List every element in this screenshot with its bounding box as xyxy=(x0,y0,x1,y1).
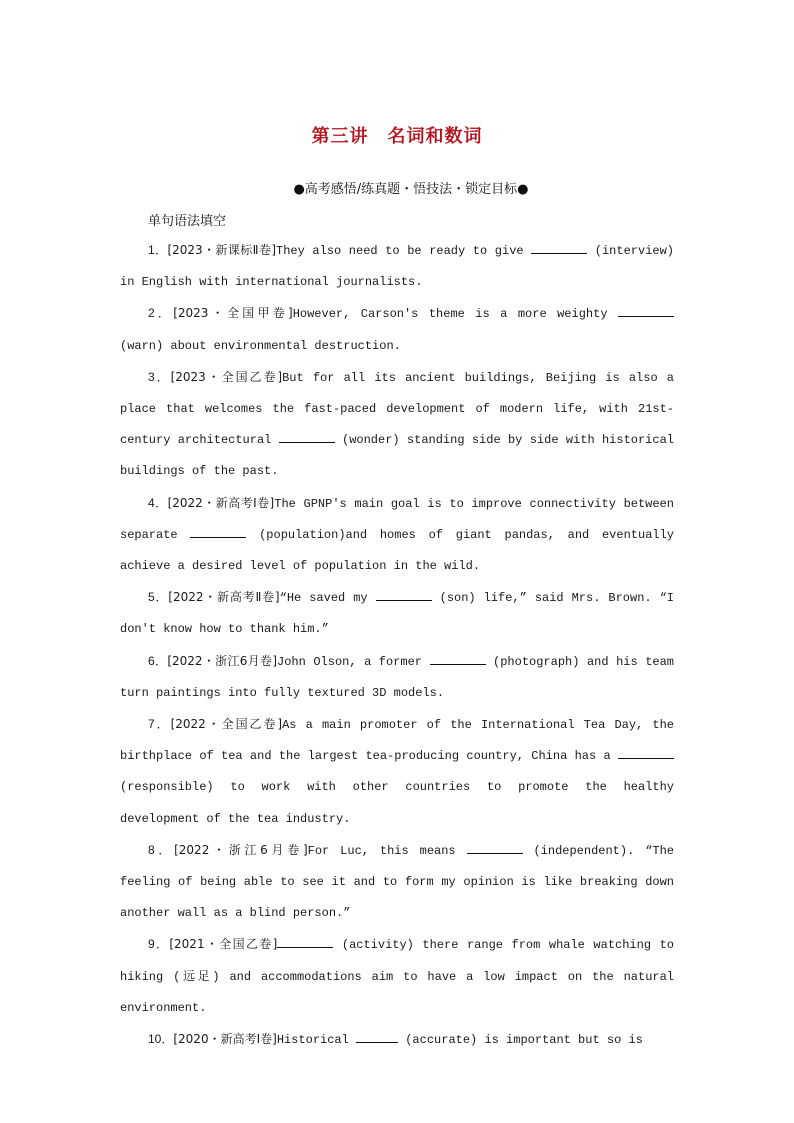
answer-blank[interactable] xyxy=(376,590,432,601)
question-text-before: But for all its ancient buildings, Beijing is also a place that welcomes the fast-paced development of modern life, with 21st-century architectural xyxy=(120,370,674,448)
question-text-after: (wonder) standing side by side with historical buildings of the past. xyxy=(120,433,674,479)
answer-blank[interactable] xyxy=(277,937,333,948)
question-number: 5． xyxy=(148,590,169,605)
question-source: [2023・全国甲卷] xyxy=(173,306,293,321)
question-text-before: The GPNP's main goal is to improve connectivity between separate xyxy=(120,496,674,542)
question-item xyxy=(120,646,674,709)
question-number: 10． xyxy=(148,1032,174,1047)
question-text-before: As a main promoter of the International Tea Day, the birthplace of tea and the largest tea-producing country, China has a xyxy=(120,718,674,764)
question-source: [2022・全国乙卷] xyxy=(170,717,283,732)
question-source: [2020・新高考Ⅰ卷] xyxy=(173,1032,277,1047)
question-source: [2022・新高考Ⅰ卷] xyxy=(167,495,275,510)
question-item xyxy=(120,488,674,583)
question-item xyxy=(120,1024,674,1056)
question-number: 3． xyxy=(148,369,171,384)
answer-blank[interactable] xyxy=(467,843,523,854)
question-text-before: They also need to be ready to give xyxy=(276,244,532,258)
question-text-after: (responsible) to work with other countries to promote the healthy development of the tea industry. xyxy=(120,780,674,826)
question-list xyxy=(120,235,674,1056)
question-text-before: John Olson, a former xyxy=(277,654,430,669)
question-text-before: Historical xyxy=(276,1033,357,1048)
question-text-after: (son) life,” said Mrs. Brown. “I don't know how to thank him.” xyxy=(120,591,675,637)
question-item xyxy=(120,235,674,298)
question-text-after: (accurate) is important but so is xyxy=(398,1033,643,1048)
question-text-before: “He saved my xyxy=(279,591,376,606)
question-number: 7． xyxy=(148,717,171,732)
question-number: 9． xyxy=(148,937,170,952)
question-text-after: (population)and homes of giant pandas, and eventually achieve a desired level of population in the wild. xyxy=(120,527,674,574)
section-heading: 单句语法填空 xyxy=(148,214,227,229)
answer-blank[interactable] xyxy=(618,306,674,317)
page-title: 第三讲 名词和数词 xyxy=(311,126,483,147)
answer-blank[interactable] xyxy=(356,1032,398,1043)
question-source: [2022・浙江6月卷] xyxy=(167,653,278,668)
answer-blank[interactable] xyxy=(279,432,335,443)
answer-blank[interactable] xyxy=(618,748,674,759)
question-source: [2023・全国乙卷] xyxy=(170,369,283,384)
question-number: 8． xyxy=(148,842,175,857)
question-source: [2022・新高考Ⅱ卷] xyxy=(168,590,280,605)
section-banner: ●高考感悟/练真题・悟技法・锁定目标● xyxy=(293,182,529,197)
question-item xyxy=(120,582,674,645)
question-text-before: However, Carson's theme is a more weighty xyxy=(292,307,618,322)
question-item xyxy=(120,835,674,930)
question-source: [2022・浙江6月卷] xyxy=(174,842,308,857)
question-number: 2． xyxy=(148,306,174,321)
answer-blank[interactable] xyxy=(190,527,246,538)
question-number: 4． xyxy=(148,495,168,510)
question-text-after: (independent). “The feeling of being able to see it and to form my opinion is like breaking down another wall as a blind person.” xyxy=(120,843,674,921)
question-item xyxy=(120,362,674,488)
question-text-after: (activity) there range from whale watching to hiking (远足) and accommodations aim to have a low impact on the natural environment. xyxy=(120,938,674,1015)
answer-blank[interactable] xyxy=(430,654,486,665)
answer-blank[interactable] xyxy=(531,243,587,254)
question-text-after: (photograph) and his team turn paintings into fully textured 3D models. xyxy=(120,654,674,700)
question-text-after: (warn) about environmental destruction. xyxy=(120,338,401,353)
question-text-after: (interview) in English with international journalists. xyxy=(120,244,674,290)
question-number: 1． xyxy=(148,243,168,257)
question-item xyxy=(120,298,674,361)
question-source: [2023・新课标Ⅱ卷] xyxy=(167,243,277,257)
question-item xyxy=(120,709,674,835)
question-item xyxy=(120,929,674,1024)
question-source: [2021・全国乙卷] xyxy=(169,937,278,952)
question-number: 6． xyxy=(148,653,168,668)
question-text-before: For Luc, this means xyxy=(307,843,467,858)
